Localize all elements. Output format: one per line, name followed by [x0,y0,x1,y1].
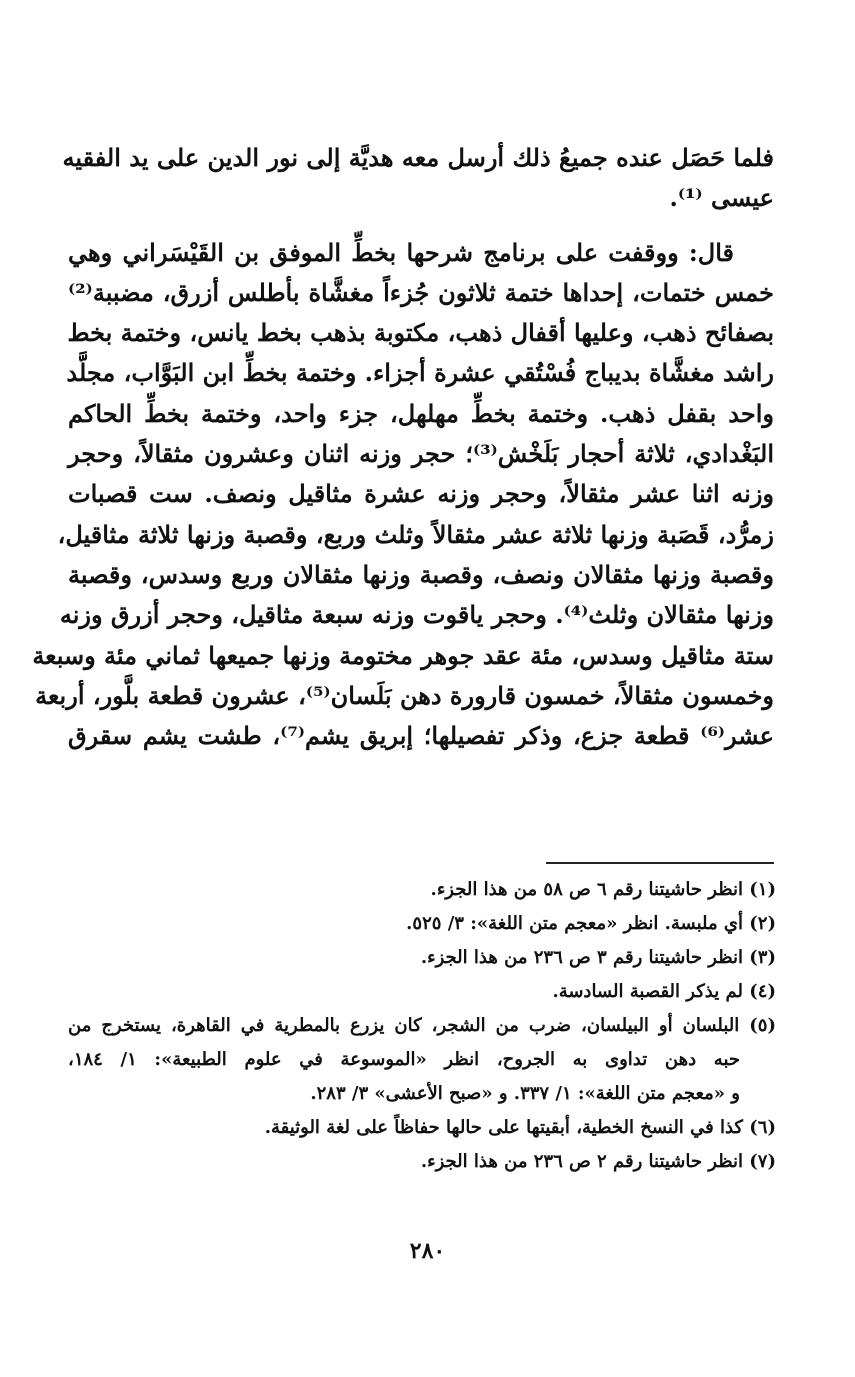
footnotes [68,873,776,1179]
text-line: فلما حَصَل عنده جميعُ ذلك أرسل معه هديَّة إلى نور الدين على يد الفقيه [62,143,774,172]
text-line: وقصبة وزنها مثقالان ونصف، وقصبة وزنها مثقالان وربع وسدس، وقصبة [68,559,774,589]
footnote [68,975,776,1009]
footnote-text: البلسان أو البيلسان، ضرب من الشجر، كان يزرع بالمطرية في القاهرة، يستخرج من [68,1015,740,1036]
footnote [68,1145,776,1179]
footnote-number: (٦) [749,1117,776,1138]
footnote-text: انظر حاشيتنا رقم ٣ ص ٢٣٦ من هذا الجزء. [420,947,743,968]
text-line: زمرُّد، قَصَبة وزنها ثلاثة عشر مثقالاً وثلث وربع، وقصبة وزنها ثلاثة مثاقيل، [57,519,774,549]
footnote-text: أي ملبسة. انظر «معجم متن اللغة»: ٣/ ٥٢٥. [406,913,743,934]
footnote-number: (٢) [749,913,776,934]
footnote [68,1009,776,1111]
text-line: خمس ختمات، إحداها ختمة ثلاثون جُزءاً مغشَّاة بأطلس أزرق، مضببة⁽²⁾ [68,277,774,307]
text-line: وخمسون مثقالاً، خمسون قارورة دهن بَلَسان⁽⁵⁾، عشرون قطعة بلَّور، أربعة [35,680,774,710]
text-line: البَغْدادي، ثلاثة أحجار بَلَخْش⁽³⁾؛ حجر وزنه اثنان وعشرون مثقالاً، وحجر [68,439,775,469]
footnote-number: (٥) [749,1015,776,1036]
footnote-text: حبه دهن تداوى به الجروح، انظر «الموسوعة في علوم الطبيعة»: ١/ ١٨٤، [68,1049,740,1070]
text-line: واحد بقفل ذهب. وختمة بخطِّ مهلهل، جزء واحد، وختمة بخطِّ الحاكم [68,398,774,428]
footnote-text: انظر حاشيتنا رقم ٢ ص ٢٣٦ من هذا الجزء. [420,1151,743,1172]
text-line: عشر⁽⁶⁾ قطعة جزع، وذكر تفصيلها؛ إبريق يشم⁽⁷⁾، طشت يشم سقرق [68,721,774,751]
footnote-divider [546,862,774,864]
text-line: قال: ووقفت على برنامج شرحها بخطِّ الموفق بن القَيْسَراني وهي [68,237,734,267]
footnote-text: لم يذكر القصبة السادسة. [552,981,743,1002]
text-line: وزنه اثنا عشر مثقالاً، وحجر وزنه عشرة مثاقيل ونصف. ست قصبات [68,479,774,509]
text-line: بصفائح ذهب، وعليها أقفال ذهب، مكتوبة بذهب بخط يانس، وختمة بخط [67,318,774,348]
footnote-number: (٣) [749,947,776,968]
footnote-text: انظر حاشيتنا رقم ٦ ص ٥٨ من هذا الجزء. [430,879,743,900]
main-text [32,138,775,756]
footnote-number: (٧) [749,1151,776,1172]
paragraph-1 [62,138,774,219]
footnote-line [68,1009,776,1043]
footnote-number: (٤) [749,981,776,1002]
page-number: ٢٨٠ [409,1238,446,1264]
text-line: وزنها مثقالان وثلث⁽⁴⁾. وحجر ياقوت وزنه سبعة مثاقيل، وحجر أزرق وزنه [59,600,774,630]
footnote [68,907,776,941]
text-line: عيسى ⁽¹⁾. [669,183,774,213]
footnote [68,873,776,907]
text-line: ستة مثاقيل وسدس، مئة عقد جوهر مختومة وزنها جميعها ثماني مئة وسبعة [32,640,774,670]
footnote-text: كذا في النسخ الخطية، أبقيتها على حالها حفاظاً على لغة الوثيقة. [264,1117,743,1138]
text-line: راشد مغشَّاة بديباج فُسْتُقي عشرة أجزاء. وختمة بخطِّ ابن البَوَّاب، مجلَّد [66,358,774,388]
footnote [68,1111,776,1145]
footnote-number: (١) [749,879,776,900]
paragraph-2 [32,233,775,757]
footnote [68,941,776,975]
footnote-text: و «معجم متن اللغة»: ١/ ٣٣٧. و «صبح الأعشى» ٣/ ٢٨٣. [310,1083,740,1104]
